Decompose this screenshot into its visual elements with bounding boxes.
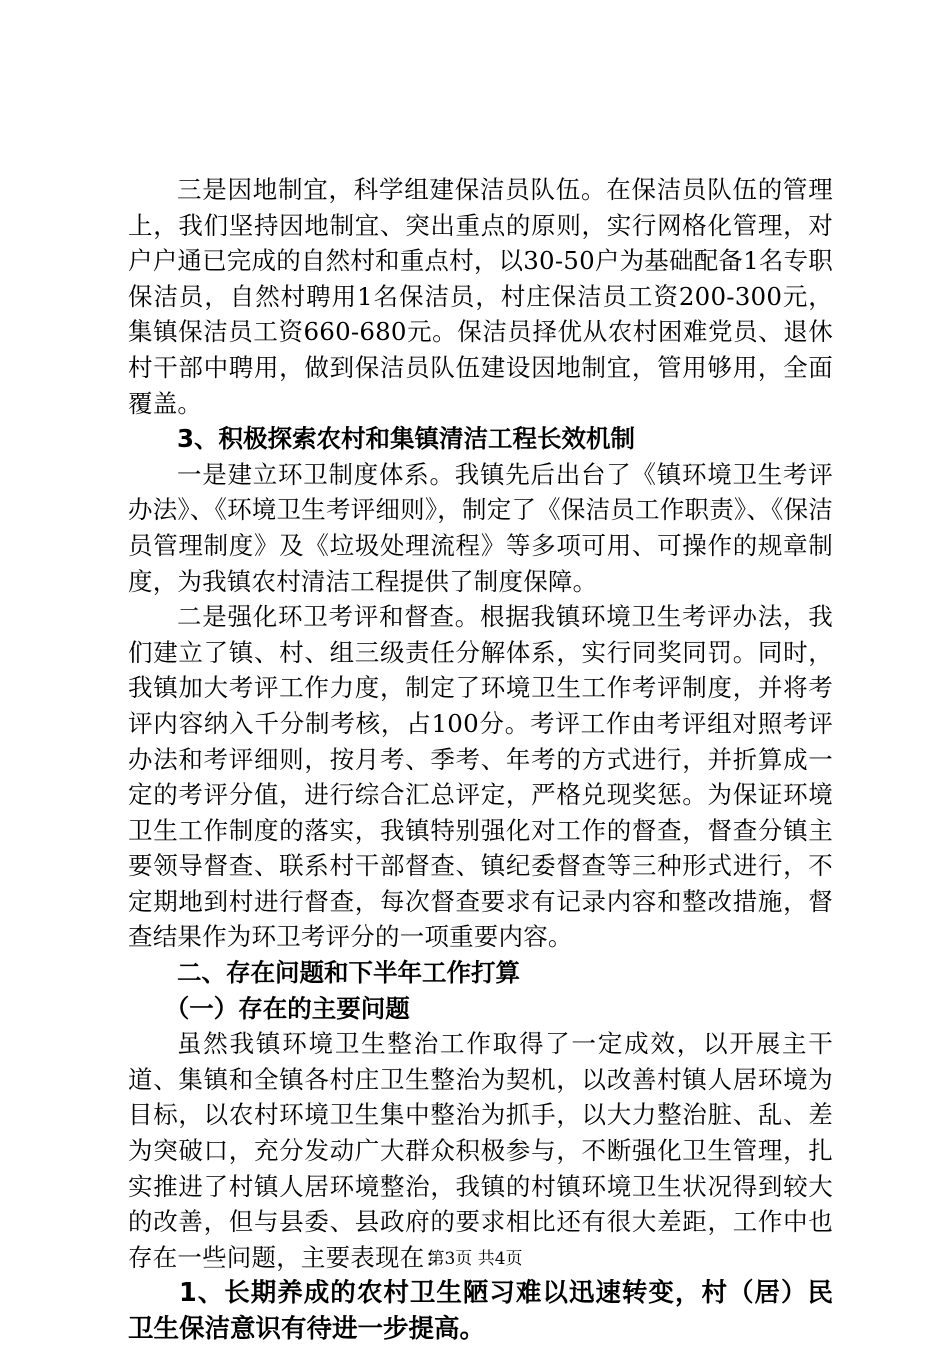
- paragraph-problems-intro: 虽然我镇环境卫生整治工作取得了一定成效，以开展主干道、集镇和全镇各村庄卫生整治为契机，以改善村镇人居环境为目标，以农村环境卫生集中整治为抓手，以大力整治脏、乱、差为突破口，充分发动广大群众积极参与，不断强化卫生管理，扎实推进了村镇人居环境整治，我镇的村镇环境卫生状况得到较大的改善，但与县委、县政府的要求相比还有很大差距，工作中也存在一些问题，主要表现在：: [128, 1029, 833, 1272]
- problem-item-1-heading: 1、长期养成的农村卫生陋习难以迅速转变，村（居）民卫生保洁意识有待进一步提高。: [128, 1278, 833, 1345]
- paragraph-evaluation-supervision: 二是强化环卫考评和督查。根据我镇环境卫生考评办法，我们建立了镇、村、组三级责任分解体系，实行同奖同罚。同时，我镇加大考评工作力度，制定了环境卫生工作考评制度，并将考评内容纳入千分制考核，占100分。考评工作由考评组对照考评办法和考评细则，按月考、季考、年考的方式进行，并折算成一定的考评分值，进行综合汇总评定，严格兑现奖惩。为保证环境卫生工作制度的落实，我镇特别强化对工作的督查，督查分镇主要领导督查、联系村干部督查、镇纪委督查等三种形式进行，不定期地到村进行督查，每次督查要求有记录内容和整改措施，督查结果作为环卫考评分的一项重要内容。: [128, 602, 833, 952]
- subsection-heading-main-problems: （一）存在的主要问题: [164, 993, 410, 1023]
- section-heading-mechanism: 3、积极探索农村和集镇清洁工程长效机制: [177, 424, 636, 454]
- section-heading-problems-plans: 二、存在问题和下半年工作打算: [177, 958, 520, 988]
- document-body: [128, 172, 833, 1347]
- paragraph-cleaner-team: 三是因地制宜，科学组建保洁员队伍。在保洁员队伍的管理上，我们坚持因地制宜、突出重点的原则，实行网格化管理，对户户通已完成的自然村和重点村，以30-50户为基础配备1名专职保洁员，自然村聘用1名保洁员，村庄保洁员工资200-300元，集镇保洁员工资660-680元。保洁员择优从农村困难党员、退休村干部中聘用，做到保洁员队伍建设因地制宜，管用够用，全面覆盖。: [128, 175, 833, 418]
- paragraph-regulation-system: 一是建立环卫制度体系。我镇先后出台了《镇环境卫生考评办法》、《环境卫生考评细则》，制定了《保洁员工作职责》、《保洁员管理制度》及《垃圾处理流程》等多项可用、可操作的规章制度，为我镇农村清洁工程提供了制度保障。: [128, 459, 833, 596]
- page-footer: 第3页 共4页: [427, 1249, 523, 1269]
